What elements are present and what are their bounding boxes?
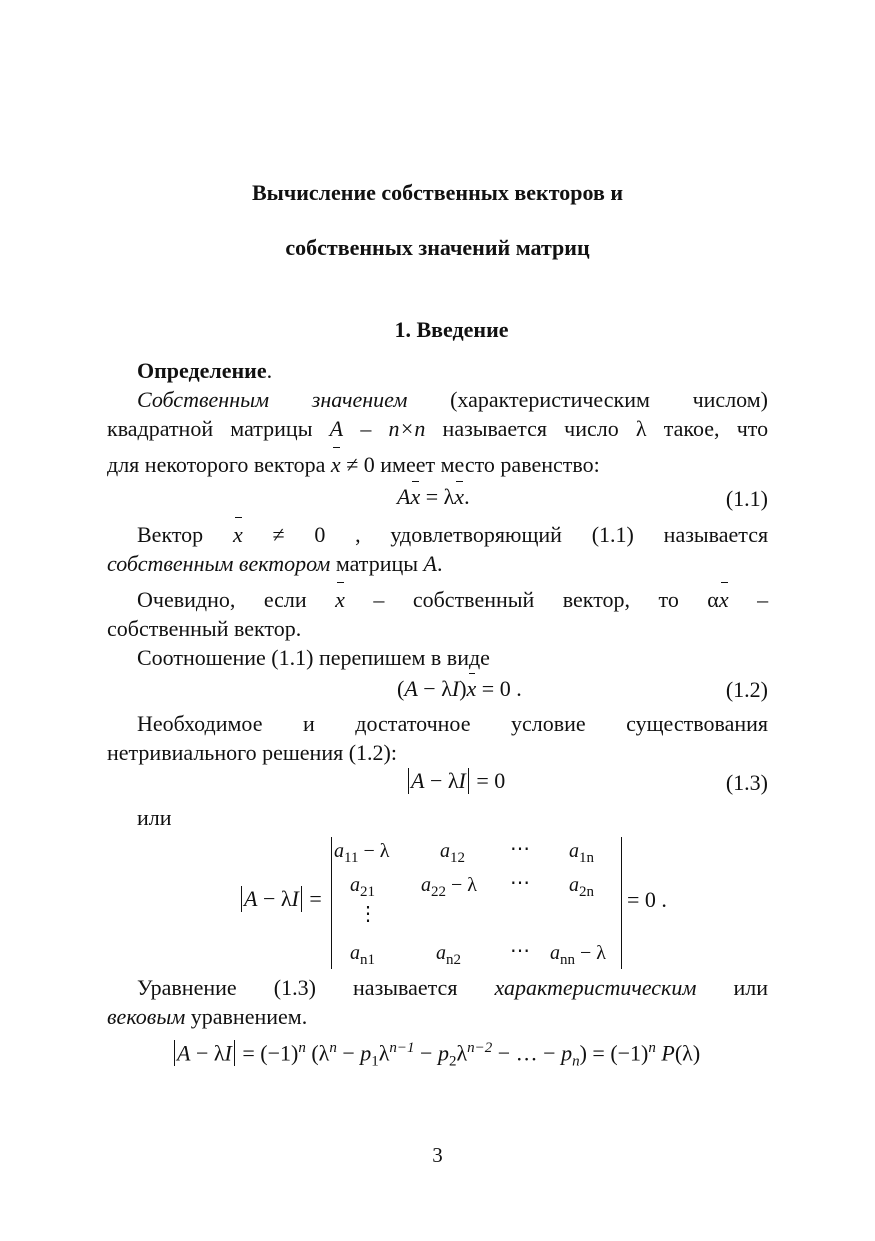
cell-var: a — [350, 874, 360, 896]
para3-w1: Очевидно, — [137, 587, 236, 612]
cp-m: − λ — [190, 1040, 225, 1066]
para1-t2: числом) — [692, 387, 769, 412]
eq2-b: ) — [459, 676, 467, 701]
cell-dots-1: ⋯ — [510, 838, 530, 860]
cp-l1: λ — [378, 1040, 390, 1066]
cp-p5: − … − — [492, 1040, 562, 1066]
para1-line1 — [137, 385, 768, 414]
cp-p2: (λ — [305, 1040, 330, 1066]
para5-w: достаточное — [355, 711, 471, 736]
cp-p6: ) = (−1) — [579, 1040, 649, 1066]
cell-a12 — [440, 840, 465, 867]
eq1-A: A — [397, 484, 411, 509]
eq1-end: . — [464, 484, 470, 509]
det-bar-left — [331, 837, 332, 969]
cell-sub: 21 — [360, 884, 375, 900]
para2-em: собственным вектором — [107, 551, 331, 576]
eq2-a: ( — [397, 676, 405, 701]
cell-vdots: ⋮ — [358, 903, 378, 925]
cp-s2: 2 — [448, 1053, 457, 1070]
eq2-m: − λ — [417, 676, 452, 701]
para3-w3: – — [373, 587, 385, 612]
para2-w3: (1.1) — [591, 522, 634, 547]
para1-line3 — [107, 450, 768, 479]
para1-line2 — [107, 414, 768, 443]
eq3-I: I — [458, 768, 466, 793]
para1-w: что — [736, 416, 769, 441]
eq1-x2: x — [454, 484, 465, 509]
cell-var: a — [569, 874, 579, 896]
cp-bar-right — [234, 1040, 235, 1066]
para3-ax — [707, 587, 728, 612]
para1-line3-b: имеет место равенство: — [380, 452, 600, 477]
para3-w6: то — [658, 587, 679, 612]
cell-sub: 1n — [579, 850, 594, 866]
cell-dots-2: ⋯ — [510, 872, 530, 894]
cp-p1: = (−1) — [236, 1040, 299, 1066]
para3-line1 — [137, 585, 768, 614]
para3-w7: – — [757, 587, 769, 612]
cell-sub: 2n — [579, 884, 594, 900]
cp-p7: (λ) — [674, 1040, 701, 1066]
abs-bar-left — [408, 768, 409, 794]
cell-var: a — [440, 840, 450, 862]
cell-an2 — [436, 942, 461, 969]
cp-pv2: p — [437, 1040, 449, 1066]
title-line-1: Вычисление собственных векторов и — [251, 180, 623, 205]
eq3-rest: = 0 — [470, 768, 506, 793]
cell-dots-3: ⋯ — [510, 940, 530, 962]
para6-w3: называется — [353, 975, 458, 1000]
para6-line2 — [107, 1002, 768, 1031]
equation-number-1-1: (1.1) — [725, 486, 768, 511]
eq2-rest: = 0 . — [476, 676, 522, 701]
cell-ann — [550, 942, 606, 969]
para1-t1: (характеристическим — [450, 387, 650, 412]
para2-end: . — [436, 551, 443, 576]
para1-line3-ne: ≠ 0 — [346, 452, 375, 477]
cell-sub: n2 — [446, 952, 461, 968]
eq1-x: x — [410, 484, 421, 509]
para1-line3-a: для некоторого вектора — [107, 452, 326, 477]
cell-var: a — [334, 840, 344, 862]
det-lhs-A: A — [244, 886, 258, 911]
cp-I: I — [224, 1040, 232, 1066]
cell-var: a — [421, 874, 431, 896]
eq2-x: x — [466, 676, 477, 701]
para3-x1: x — [335, 587, 345, 612]
cell-an1 — [350, 942, 375, 969]
para6-line1 — [137, 973, 768, 1002]
det-lhs-eq: = — [303, 886, 322, 911]
para3-x2: x — [718, 587, 729, 612]
para3-alpha: α — [707, 587, 719, 612]
det-lhs-m: − λ — [257, 886, 292, 911]
para4: Соотношение (1.1) перепишем в виде — [137, 645, 490, 670]
det-lhs-bar-right — [301, 886, 302, 912]
para1-em1: Собственным — [137, 387, 270, 412]
det-bar-right — [621, 837, 622, 969]
cp-s3: n — [572, 1053, 580, 1070]
eq2-I: I — [451, 676, 460, 701]
para5-line1 — [137, 709, 768, 738]
equation-number-1-2: (1.2) — [725, 677, 768, 702]
cell-var: a — [436, 942, 446, 964]
equation-1-1 — [397, 484, 470, 510]
cp-n2: n — [329, 1040, 337, 1056]
para1-w: такое, — [663, 416, 720, 441]
cp-n1: n — [298, 1040, 306, 1056]
cp-p3: − — [336, 1040, 361, 1066]
para2-line1 — [137, 520, 768, 549]
definition-label — [137, 356, 798, 385]
para2-x-group — [233, 522, 361, 547]
para5-w: Необходимое — [137, 711, 263, 736]
para1-w: – — [360, 416, 372, 441]
para6-em1: характеристическим — [494, 975, 697, 1000]
cell-var: a — [569, 840, 579, 862]
eq2-A: A — [404, 676, 418, 701]
para6-t: уравнением. — [190, 1004, 308, 1029]
eq3-m: − λ — [424, 768, 459, 793]
cell-a21 — [350, 874, 375, 901]
para6-em2: вековым — [107, 1004, 186, 1029]
para1-w: n×n — [388, 416, 426, 441]
para6-w2: (1.3) — [273, 975, 316, 1000]
cell-tail: − λ — [446, 874, 477, 896]
cp-l2: λ — [456, 1040, 468, 1066]
cp-pv1: p — [360, 1040, 372, 1066]
eq3-A: A — [411, 768, 425, 793]
cell-sub: 22 — [431, 884, 446, 900]
para3-line2: собственный вектор. — [107, 616, 302, 641]
equation-char-poly — [172, 1040, 700, 1071]
equation-1-2 — [397, 676, 522, 702]
para2-ne: ≠ 0 , — [272, 522, 361, 547]
cell-a2n — [569, 874, 594, 901]
or-word: или — [137, 805, 172, 830]
para5-w: условие — [510, 711, 586, 736]
para1-em2: значением — [311, 387, 408, 412]
para2-w4: называется — [663, 522, 769, 547]
para1-w: число — [564, 416, 619, 441]
cell-var: a — [350, 942, 360, 964]
abs-bar-right — [468, 768, 469, 794]
para3-w2: если — [263, 587, 307, 612]
para1-w: λ — [635, 416, 647, 441]
cp-n3: n — [648, 1040, 656, 1056]
equation-1-3 — [406, 768, 505, 794]
definition-period: . — [266, 358, 273, 383]
cp-A: A — [177, 1040, 191, 1066]
para1-w: квадратной — [107, 416, 214, 441]
para2-line2 — [107, 549, 768, 578]
para5-w: и — [302, 711, 315, 736]
cp-pv3: p — [561, 1040, 573, 1066]
cell-tail: − λ — [575, 942, 606, 964]
cp-e1: n−1 — [389, 1040, 415, 1056]
title-line-2: собственных значений матриц — [285, 235, 590, 260]
para1-w: матрицы — [230, 416, 313, 441]
cell-var: a — [550, 942, 560, 964]
para1-w: A — [329, 416, 344, 441]
para2-x: x — [232, 522, 243, 547]
cp-e2: n−2 — [467, 1040, 493, 1056]
cell-tail: − λ — [358, 840, 390, 862]
cell-sub: n1 — [360, 952, 375, 968]
det-lhs-bar-left — [241, 886, 242, 912]
para5-line2: нетривиального решения (1.2): — [107, 740, 397, 765]
para2-w2: удовлетворяющий — [390, 522, 562, 547]
cell-a1n — [569, 840, 594, 867]
det-lhs-I: I — [291, 886, 299, 911]
cell-a22 — [421, 874, 477, 901]
para5-w: существования — [626, 711, 769, 736]
vector-x: x — [330, 452, 341, 477]
cp-s1: 1 — [371, 1053, 379, 1070]
para3-w5: вектор, — [562, 587, 631, 612]
para2-A: A — [423, 551, 437, 576]
det-rhs: = 0 . — [627, 887, 667, 912]
para6-w1: Уравнение — [137, 975, 237, 1000]
eq1-eq: = λ — [420, 484, 455, 509]
definition-label-text: Определение — [137, 358, 267, 383]
cell-sub: 12 — [450, 850, 465, 866]
section-heading: 1. Введение — [394, 317, 509, 342]
cp-bar-left — [174, 1040, 175, 1066]
para2-t: матрицы — [335, 551, 419, 576]
equation-number-1-3: (1.3) — [725, 770, 768, 795]
cell-sub: nn — [560, 952, 575, 968]
det-lhs — [239, 886, 322, 912]
page-number: 3 — [432, 1143, 443, 1167]
para6-w4: или — [733, 975, 769, 1000]
cell-sub: 11 — [344, 850, 359, 866]
para1-w: называется — [442, 416, 547, 441]
cp-p4: − — [414, 1040, 438, 1066]
para3-w4: собственный — [412, 587, 535, 612]
para2-w1: Вектор — [137, 522, 204, 547]
cp-P: P — [661, 1040, 675, 1066]
cell-a11 — [334, 840, 389, 867]
